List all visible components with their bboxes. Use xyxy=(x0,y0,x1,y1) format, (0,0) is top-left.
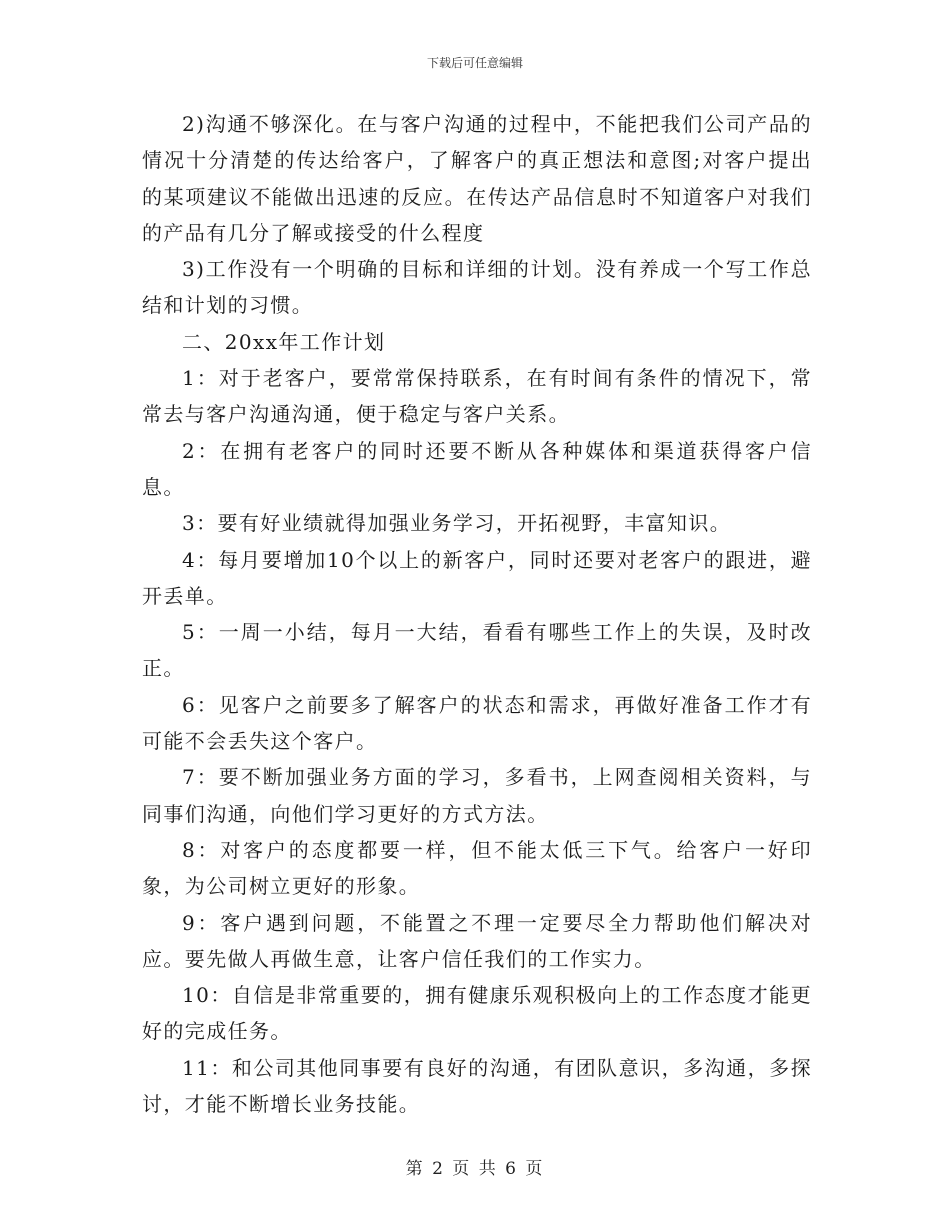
plan-item-7: 7：要不断加强业务方面的学习，多看书，上网查阅相关资料，与同事们沟通，向他们学习更好的方式方法。 xyxy=(142,765,812,826)
paragraph-problem-3: 3)工作没有一个明确的目标和详细的计划。没有养成一个写工作总结和计划的习惯。 xyxy=(142,257,812,318)
page-number: 第 2 页 共 6 页 xyxy=(405,1159,545,1179)
plan-item-2: 2：在拥有老客户的同时还要不断从各种媒体和渠道获得客户信息。 xyxy=(142,438,812,499)
document-body xyxy=(142,106,812,1122)
plan-item-6: 6：见客户之前要多了解客户的状态和需求，再做好准备工作才有可能不会丢失这个客户。 xyxy=(142,692,812,754)
plan-item-8: 8：对客户的态度都要一样，但不能太低三下气。给客户一好印象，为公司树立更好的形象。 xyxy=(142,837,812,899)
section-heading-work-plan: 二、20xx年工作计划 xyxy=(182,329,386,354)
plan-item-3: 3：要有好业绩就得加强业务学习，开拓视野，丰富知识。 xyxy=(182,511,732,536)
plan-item-10: 10：自信是非常重要的，拥有健康乐观积极向上的工作态度才能更好的完成任务。 xyxy=(142,983,812,1044)
paragraph-problem-2: 2)沟通不够深化。在与客户沟通的过程中，不能把我们公司产品的情况十分清楚的传达给客户，了解客户的真正想法和意图;对客户提出的某项建议不能做出迅速的反应。在传达产品信息时不知道客户对我们的产品有几分了解或接受的什么程度 xyxy=(142,112,812,245)
plan-item-1: 1：对于老客户，要常常保持联系，在有时间有条件的情况下，常常去与客户沟通沟通，便于稳定与客户关系。 xyxy=(142,366,812,427)
plan-item-9: 9：客户遇到问题，不能置之不理一定要尽全力帮助他们解决对应。要先做人再做生意，让客户信任我们的工作实力。 xyxy=(142,910,812,971)
plan-item-11: 11：和公司其他同事要有良好的沟通，有团队意识，多沟通，多探讨，才能不断增长业务技能。 xyxy=(142,1055,812,1117)
plan-item-4: 4：每月要增加10个以上的新客户，同时还要对老客户的跟进，避开丢单。 xyxy=(142,547,812,608)
plan-item-5: 5：一周一小结，每月一大结，看看有哪些工作上的失误，及时改正。 xyxy=(142,620,812,681)
header-note: 下载后可任意编辑 xyxy=(426,56,523,70)
